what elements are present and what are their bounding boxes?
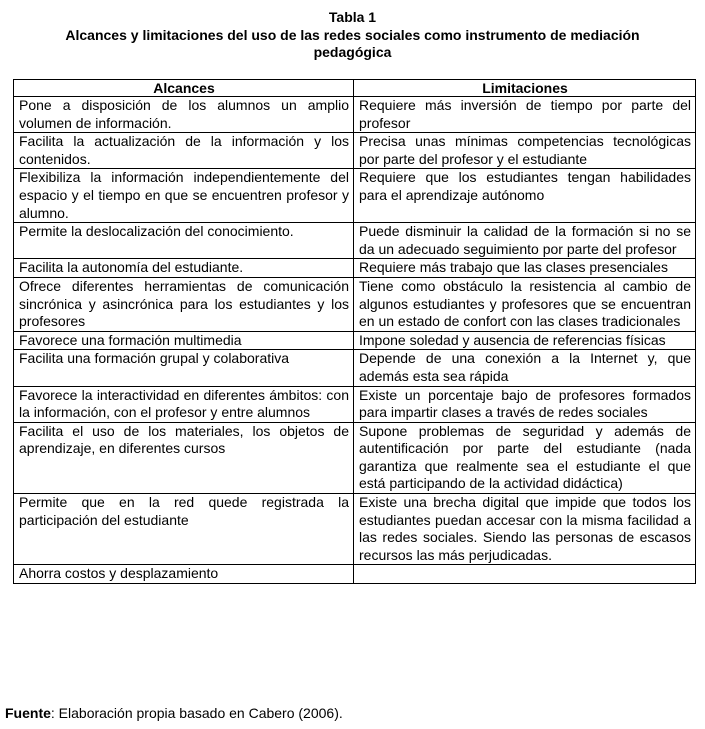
cell-limitacion: Supone problemas de seguridad y además de autentificación por parte del estudiante (nada garantiza que realmente sea el estudiante el que está participando de la actividad didáctica) (354, 422, 696, 493)
cell-limitacion: Tiene como obstáculo la resistencia al cambio de algunos estudiantes y profesores que se encuentran en un estado de confort con las clases tradicionales (354, 277, 696, 331)
cell-limitacion (354, 565, 696, 584)
cell-limitacion: Puede disminuir la calidad de la formación si no se da un adecuado seguimiento por parte del profesor (354, 223, 696, 259)
cell-limitacion: Precisa unas mínimas competencias tecnológicas por parte del profesor y el estudiante (354, 133, 696, 169)
cell-alcance: Facilita la autonomía del estudiante. (14, 259, 354, 278)
table-row (14, 133, 696, 169)
cell-alcance: Pone a disposición de los alumnos un amplio volumen de información. (14, 97, 354, 133)
cell-alcance: Facilita una formación grupal y colaborativa (14, 350, 354, 386)
cell-alcance: Ofrece diferentes herramientas de comunicación sincrónica y asincrónica para los estudiantes y los profesores (14, 277, 354, 331)
cell-alcance: Favorece la interactividad en diferentes ámbitos: con la información, con el profesor y entre alumnos (14, 386, 354, 422)
table-row (14, 386, 696, 422)
cell-alcance: Permite la deslocalización del conocimiento. (14, 223, 354, 259)
cell-alcance: Facilita la actualización de la información y los contenidos. (14, 133, 354, 169)
cell-alcance: Facilita el uso de los materiales, los objetos de aprendizaje, en diferentes cursos (14, 422, 354, 493)
table-row (14, 223, 696, 259)
source-text: : Elaboración propia basado en Cabero (2006). (50, 705, 343, 721)
cell-limitacion: Depende de una conexión a la Internet y, que además esta sea rápida (354, 350, 696, 386)
table-row (14, 169, 696, 223)
table-header-row (14, 80, 696, 97)
table-row (14, 565, 696, 584)
table-row (14, 259, 696, 278)
scope-limitations-table (13, 79, 696, 584)
table-row (14, 277, 696, 331)
cell-limitacion: Existe un porcentaje bajo de profesores formados para impartir clases a través de redes sociales (354, 386, 696, 422)
cell-limitacion: Requiere más trabajo que las clases presenciales (354, 259, 696, 278)
cell-limitacion: Impone soledad y ausencia de referencias físicas (354, 331, 696, 350)
cell-alcance: Permite que en la red quede registrada la participación del estudiante (14, 494, 354, 565)
cell-limitacion: Requiere que los estudiantes tengan habilidades para el aprendizaje autónomo (354, 169, 696, 223)
source-label: Fuente (5, 705, 51, 721)
cell-limitacion: Existe una brecha digital que impide que todos los estudiantes puedan accesar con la misma facilidad a las redes sociales. Siendo las personas de escasos recursos las más perjudicadas. (354, 494, 696, 565)
cell-alcance: Ahorra costos y desplazamiento (14, 565, 354, 584)
table-body (14, 97, 696, 584)
cell-alcance: Flexibiliza la información independientemente del espacio y el tiempo en que se encuentren profesor y alumno. (14, 169, 354, 223)
table-caption (0, 9, 705, 61)
cell-limitacion: Requiere más inversión de tiempo por parte del profesor (354, 97, 696, 133)
table-row (14, 494, 696, 565)
table-row (14, 97, 696, 133)
header-alcances: Alcances (14, 80, 354, 97)
cell-alcance: Favorece una formación multimedia (14, 331, 354, 350)
table-title: Alcances y limitaciones del uso de las redes sociales como instrumento de mediación pedagógica (65, 27, 640, 60)
table-row (14, 331, 696, 350)
table-number: Tabla 1 (328, 9, 377, 25)
table-row (14, 422, 696, 493)
source-note (5, 705, 343, 721)
table-row (14, 350, 696, 386)
header-limitaciones: Limitaciones (354, 80, 696, 97)
